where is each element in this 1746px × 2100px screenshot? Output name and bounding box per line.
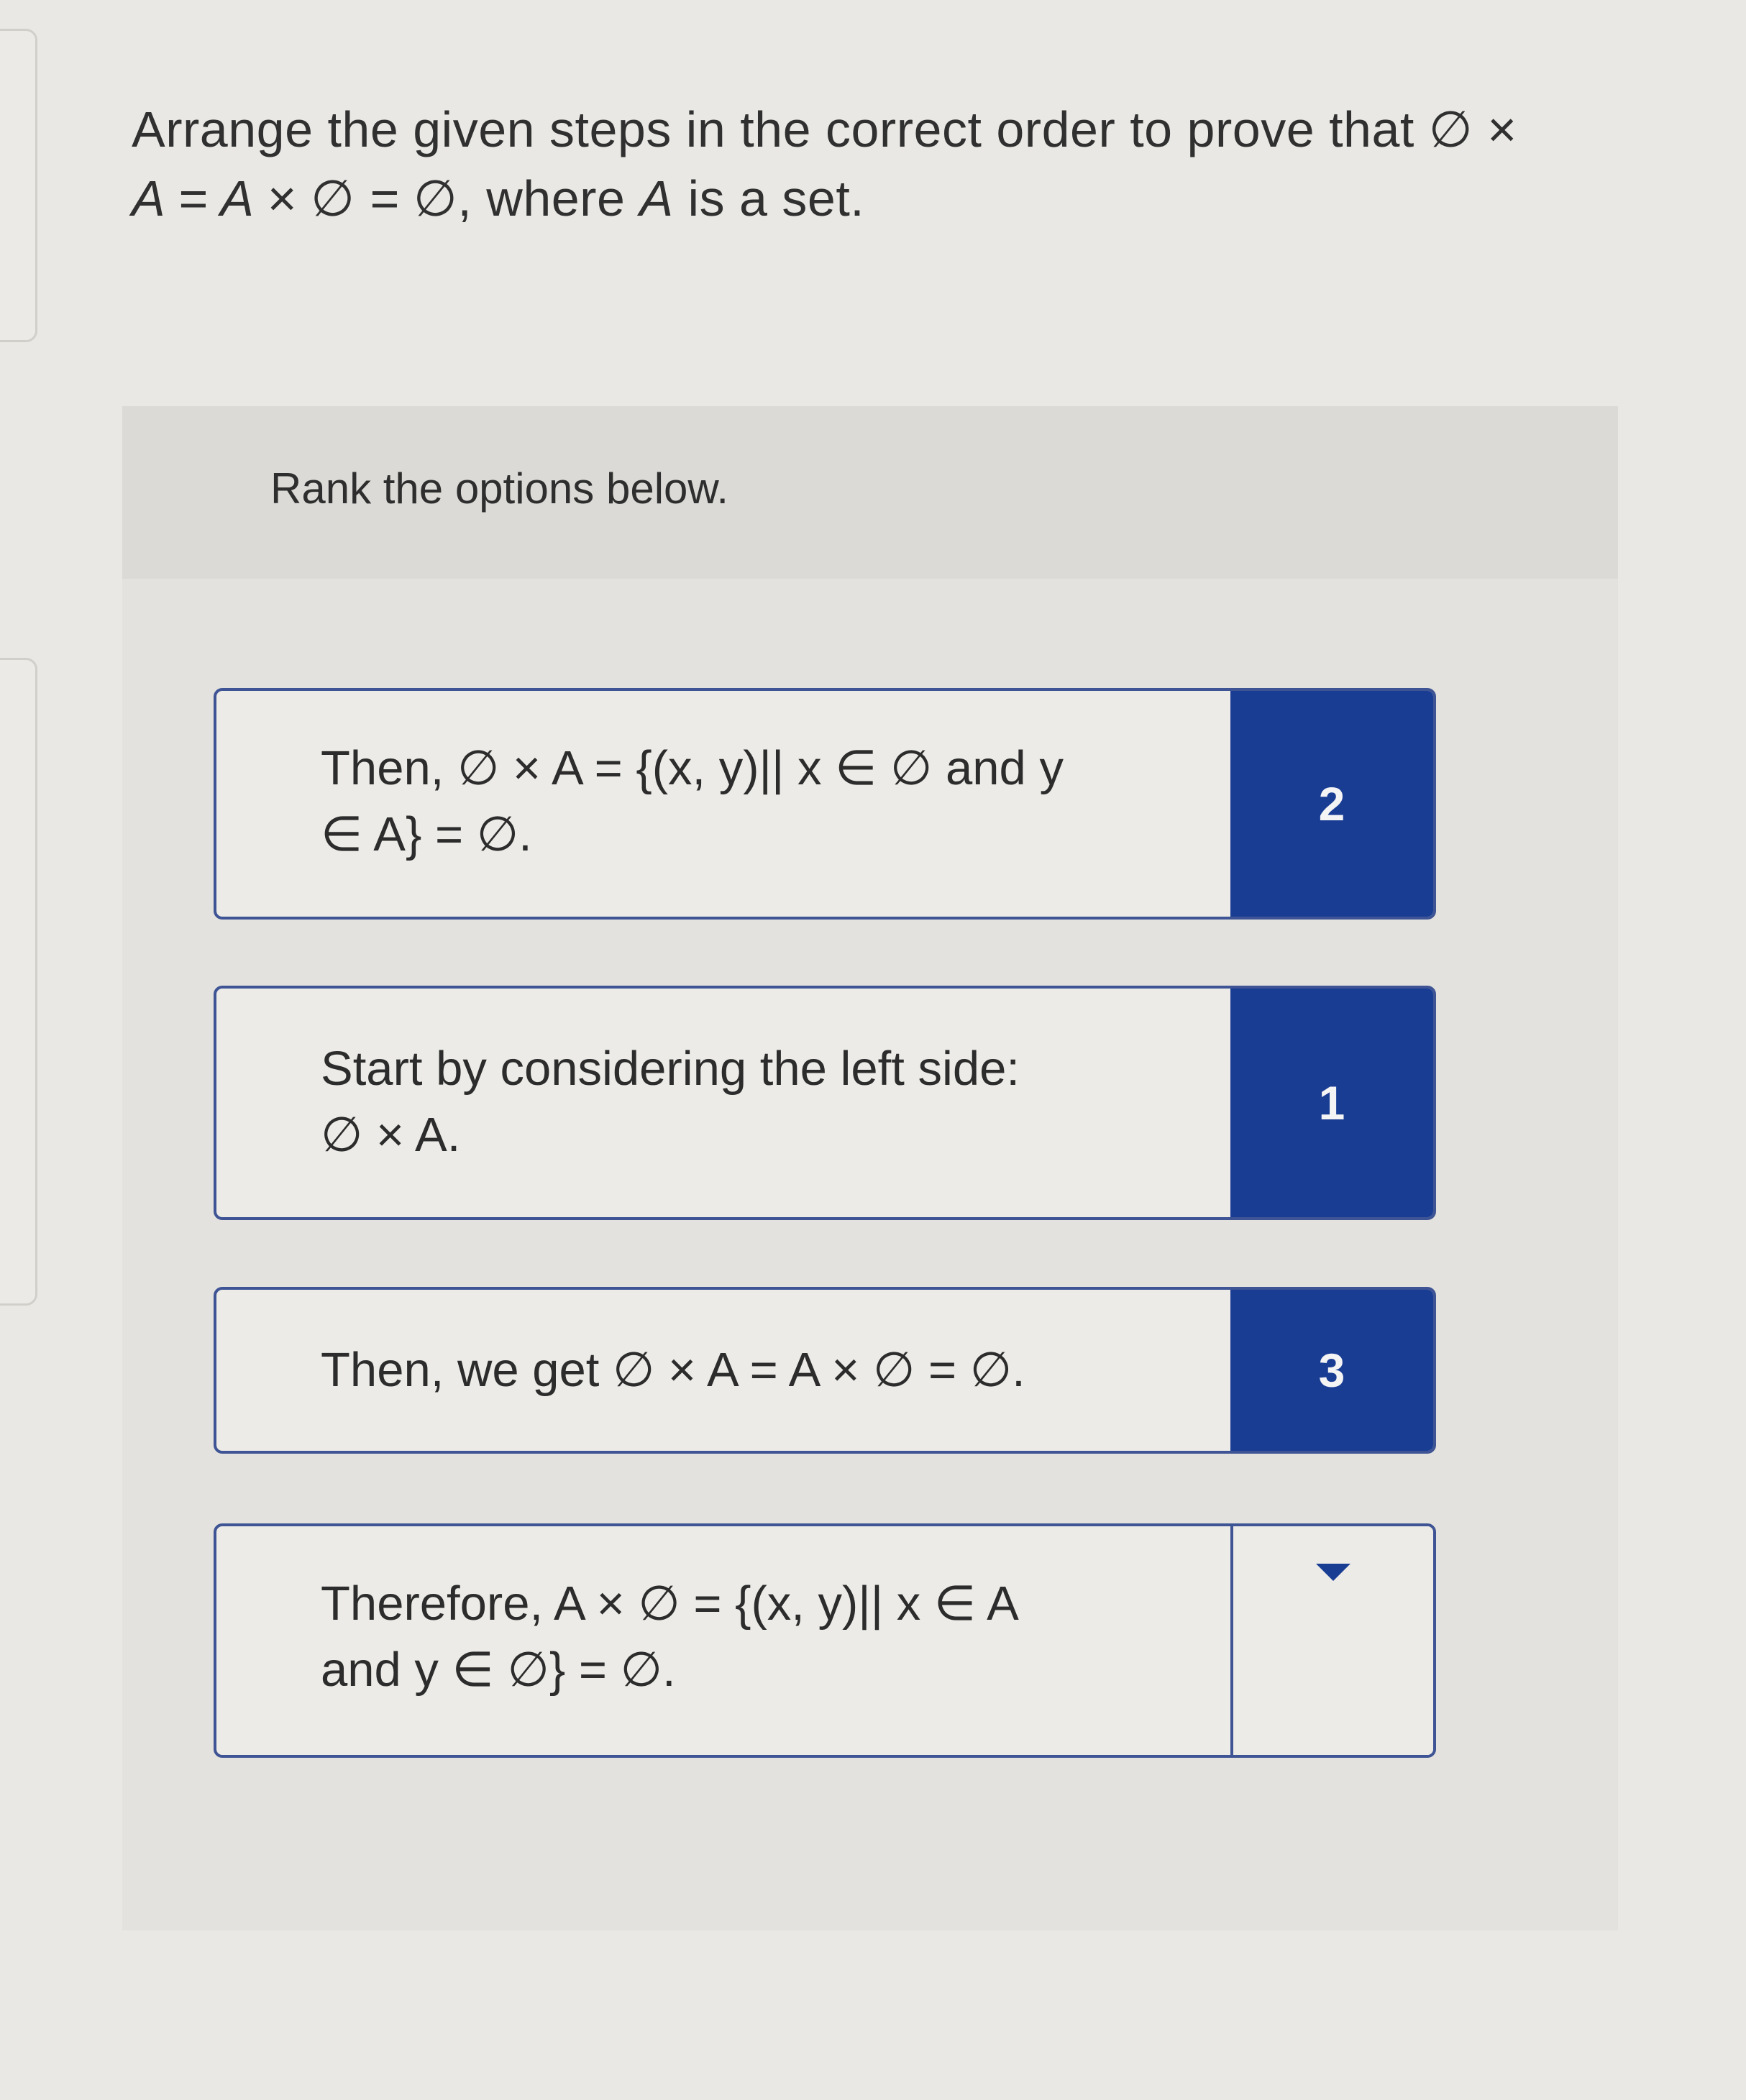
rank-option-line: and y ∈ ∅} = ∅.	[321, 1643, 676, 1697]
rank-instruction: Rank the options below.	[270, 464, 729, 513]
rank-option-line: Then, we get ∅ × A = A × ∅ = ∅.	[321, 1343, 1025, 1397]
rank-option-line: Therefore, A × ∅ = {(x, y)|| x ∈ A	[321, 1577, 1019, 1631]
ranking-panel	[122, 406, 1618, 1930]
rank-option-line: ∈ A} = ∅.	[321, 807, 532, 861]
rank-option[interactable]	[214, 1287, 1436, 1454]
rank-option[interactable]	[214, 986, 1436, 1220]
left-edge-panel	[0, 658, 37, 1306]
rank-option-text	[321, 1571, 1203, 1703]
ranking-header	[122, 406, 1618, 579]
rank-option-text	[321, 735, 1203, 868]
rank-option-text	[321, 1337, 1203, 1403]
rank-option[interactable]	[214, 688, 1436, 920]
rank-option-line: Then, ∅ × A = {(x, y)|| x ∈ ∅ and y	[321, 741, 1064, 795]
rank-option[interactable]	[214, 1523, 1436, 1758]
question-text: , where	[457, 170, 640, 226]
rank-selector-empty[interactable]	[1230, 1526, 1433, 1755]
question-text: is a set.	[673, 170, 865, 226]
left-edge-panel	[0, 29, 37, 342]
question-variable: A	[639, 170, 674, 226]
question-line-1: Arrange the given steps in the correct order to prove that ∅ ×	[132, 101, 1517, 157]
question-line-2	[132, 164, 1606, 233]
question-equation: A = A × ∅ = ∅	[132, 170, 458, 226]
dropdown-caret-icon	[1316, 1564, 1350, 1581]
question-prompt	[132, 95, 1606, 233]
rank-option-line: Start by considering the left side:	[321, 1042, 1020, 1096]
rank-selector[interactable]: 1	[1230, 989, 1433, 1217]
rank-selector[interactable]: 2	[1230, 691, 1433, 917]
rank-option-text	[321, 1036, 1203, 1168]
rank-option-line: ∅ × A.	[321, 1108, 461, 1162]
rank-selector[interactable]: 3	[1230, 1290, 1433, 1451]
